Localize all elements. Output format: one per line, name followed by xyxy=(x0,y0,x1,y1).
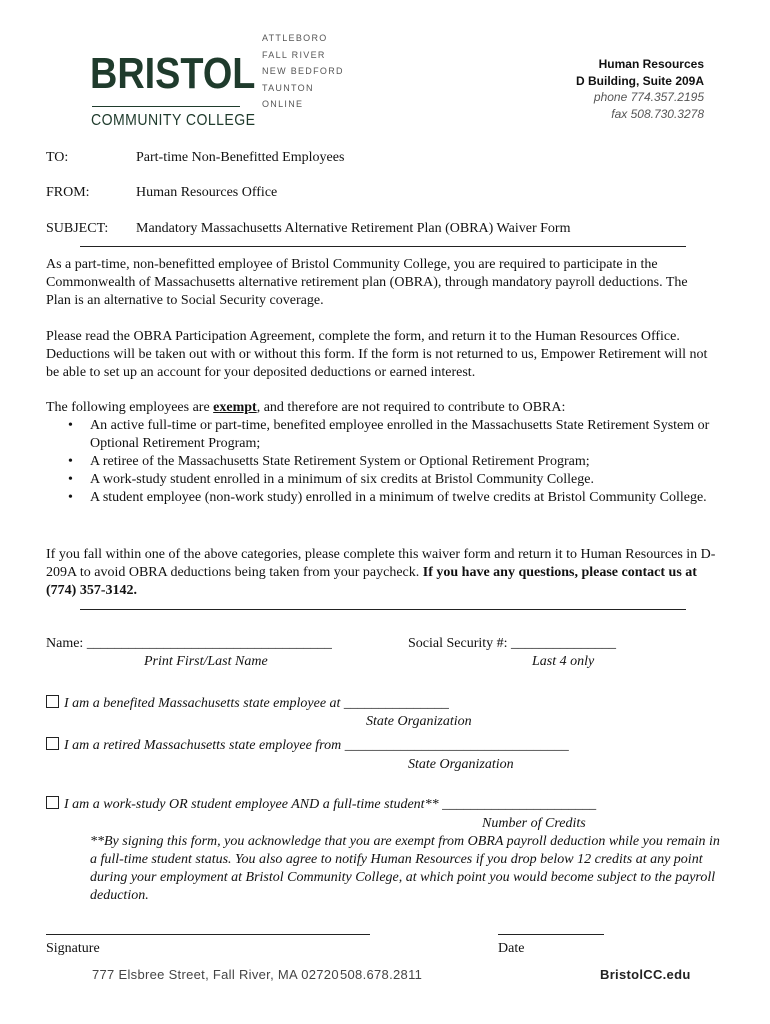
paragraph-exempt-intro xyxy=(46,399,716,417)
office-name: Human Resources xyxy=(598,57,704,71)
exempt-item-benefited: • An active full-time or part-time, benefited employee enrolled in the Massachusetts State Retirement System or Optional Retirement Program; xyxy=(66,417,716,453)
exempt-keyword: exempt xyxy=(213,400,257,415)
memo-to-value: Part-time Non-Benefitted Employees xyxy=(136,150,345,165)
office-location: D Building, Suite 209A xyxy=(575,73,704,88)
option-student-caption: Number of Credits xyxy=(482,816,586,831)
office-phone: phone 774.357.2195 xyxy=(593,90,704,104)
memo-from-value: Human Resources Office xyxy=(136,185,278,200)
option-benefited-label[interactable]: I am a benefited Massachusetts state employee at _______________ xyxy=(64,696,449,711)
office-fax: fax 508.730.3278 xyxy=(611,106,704,121)
exempt-list xyxy=(66,417,716,507)
ssn-field[interactable]: Social Security #: _______________ xyxy=(408,636,617,651)
memo-from-label: FROM: xyxy=(46,185,90,200)
exempt-item-student: • A student employee (non-work study) enrolled in a minimum of twelve credits at Bristol Community College. xyxy=(66,489,716,507)
memo-subject-value: Mandatory Massachusetts Alternative Retirement Plan (OBRA) Waiver Form xyxy=(136,221,571,236)
logo-rule xyxy=(92,106,240,107)
option-student-label[interactable]: I am a work-study OR student employee AND a full-time student** ______________________ xyxy=(64,797,597,812)
exempt-item-retiree: • A retiree of the Massachusetts State Retirement System or Optional Retirement Program; xyxy=(66,453,716,471)
paragraph-instructions: Please read the OBRA Participation Agreement, complete the form, and return it to the Human Resources Office. Deductions will be taken out with or without this form. If the form is not returned to us, Empower Retirement will not be able to set up an account for your deposited deductions or earned interest. xyxy=(46,329,708,380)
option-retired-caption: State Organization xyxy=(408,757,514,772)
option-student xyxy=(46,796,596,814)
logo-wordmark: BRISTOL xyxy=(90,49,256,98)
signature-label: Signature xyxy=(46,941,100,956)
body-divider xyxy=(80,609,686,610)
college-logo xyxy=(90,49,256,129)
campus-new-bedford: NEW BEDFORD xyxy=(262,66,344,76)
memo-subject-label: SUBJECT: xyxy=(46,221,109,236)
paragraph-waiver xyxy=(46,546,716,600)
waiver-text: If you fall within one of the above categories, please complete this waiver form and return it to Human Resources in D-209A to avoid OBRA deductions being taken from your paycheck. xyxy=(46,547,716,580)
contact-text: If you have any questions, please contact us at (774) 357-3142. xyxy=(46,565,697,598)
office-contact xyxy=(576,56,704,122)
option-benefited-caption: State Organization xyxy=(366,714,472,729)
exempt-item-work-study: • A work-study student enrolled in a minimum of six credits at Bristol Community College. xyxy=(66,471,716,489)
option-retired xyxy=(46,737,569,755)
footer-website[interactable]: BristolCC.edu xyxy=(600,967,691,982)
campus-fall-river: FALL RIVER xyxy=(262,49,326,60)
student-note: **By signing this form, you acknowledge that you are exempt from OBRA payroll deduction while you remain in a full-time student status. You also agree to notify Human Resources if you drop below 12 credits at any point during your employment at Bristol Community College, at which point you would become subject to the payroll deduction. xyxy=(90,834,720,903)
student-checkbox[interactable] xyxy=(46,796,59,809)
memo-from xyxy=(46,184,277,202)
signature-line[interactable] xyxy=(46,934,370,935)
option-retired-label[interactable]: I am a retired Massachusetts state employee from ________________________________ xyxy=(64,738,569,753)
campus-online: ONLINE xyxy=(262,99,304,109)
campus-taunton: TAUNTON xyxy=(262,82,314,93)
name-caption: Print First/Last Name xyxy=(144,654,268,669)
memo-divider xyxy=(80,246,686,247)
benefited-checkbox[interactable] xyxy=(46,695,59,708)
name-field[interactable]: Name: ___________________________________ xyxy=(46,636,332,651)
ssn-caption: Last 4 only xyxy=(532,654,595,669)
memo-to-label: TO: xyxy=(46,150,69,165)
logo-subtitle: COMMUNITY COLLEGE xyxy=(91,112,256,129)
campus-attleboro: ATTLEBORO xyxy=(262,33,328,43)
date-line[interactable] xyxy=(498,934,604,935)
footer-address: 777 Elsbree Street, Fall River, MA 02720 xyxy=(92,967,339,982)
footer-phone: 508.678.2811 xyxy=(340,967,423,982)
date-label: Date xyxy=(498,941,525,956)
paragraph-intro: As a part-time, non-benefitted employee of Bristol Community College, you are required to participate in the Commonwealth of Massachusetts alternative retirement plan (OBRA), through mandatory payroll deductions. The Plan is an alternative to Social Security coverage. xyxy=(46,257,688,308)
exempt-intro-post: , and therefore are not required to contribute to OBRA: xyxy=(256,400,566,415)
retired-checkbox[interactable] xyxy=(46,737,59,750)
option-benefited xyxy=(46,695,449,713)
campus-list xyxy=(262,30,344,113)
memo-subject xyxy=(46,220,570,238)
exempt-intro-pre: The following employees are xyxy=(46,400,214,415)
memo-to xyxy=(46,149,344,167)
